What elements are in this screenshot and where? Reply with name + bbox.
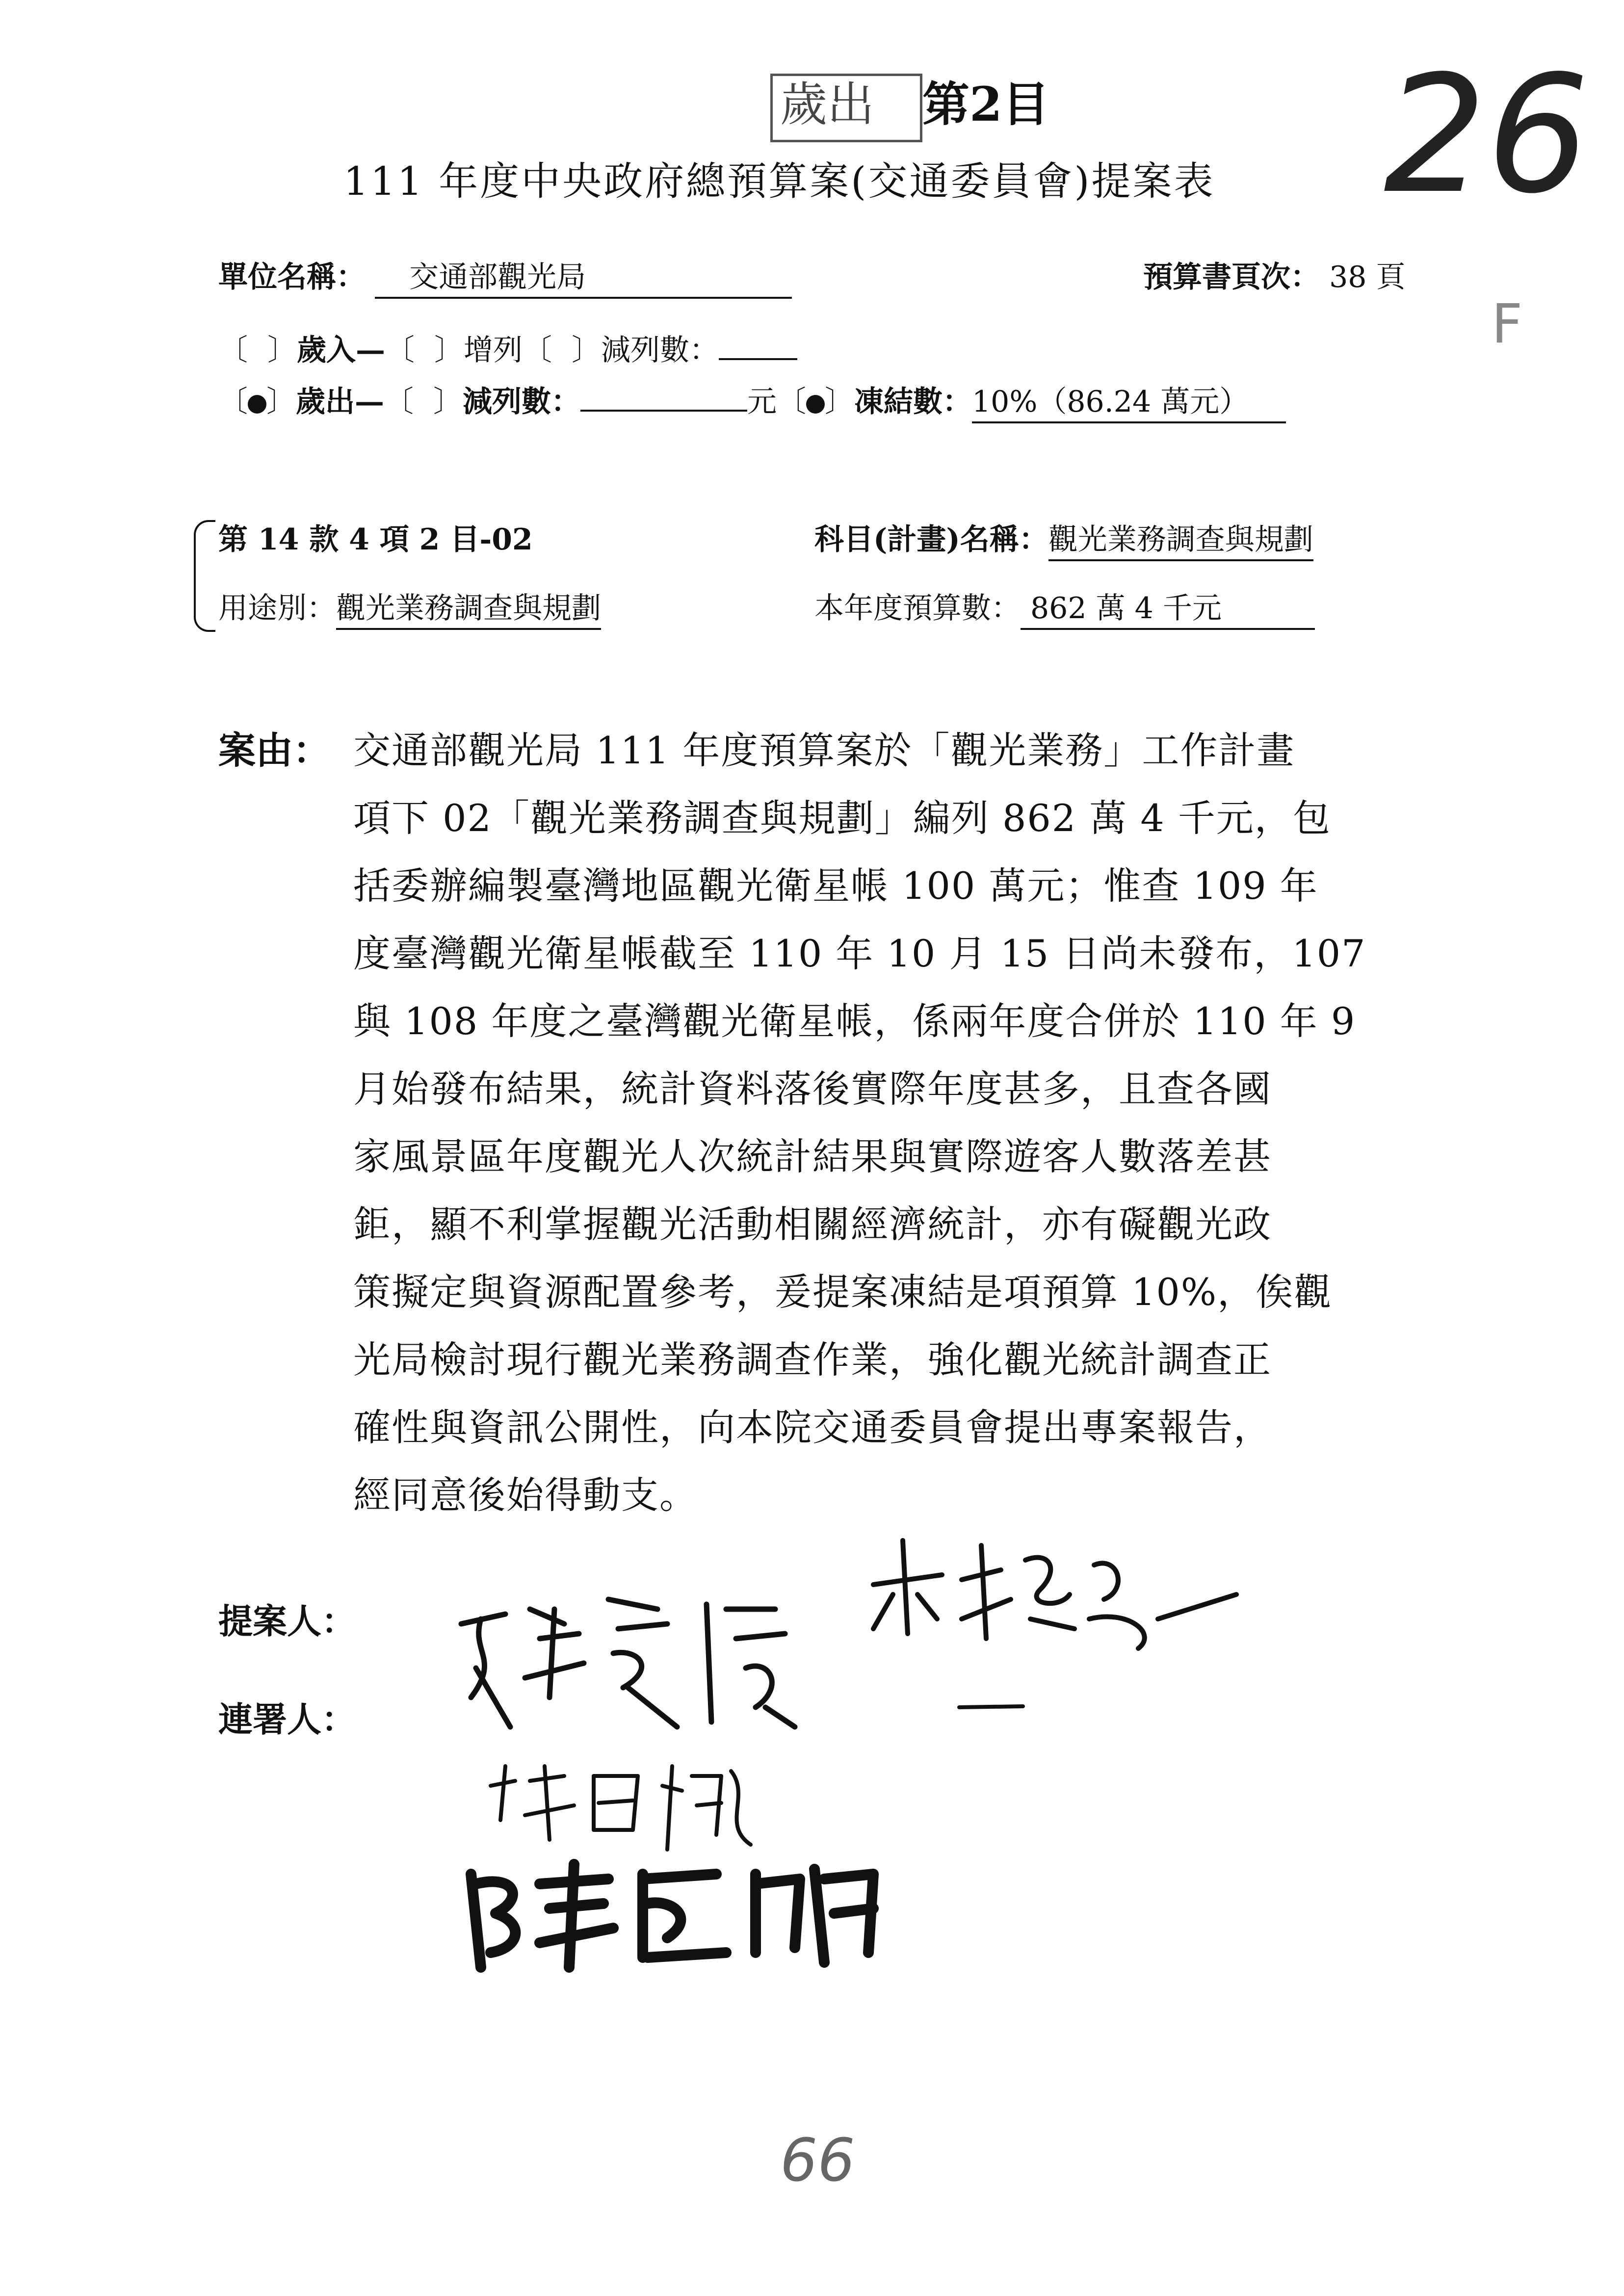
- subject-value: 觀光業務調查與規劃: [1048, 520, 1313, 561]
- revenue-label: 歲入—: [297, 333, 385, 367]
- proposer-label: 提案人：: [218, 1601, 356, 1642]
- expenditure-label: 歲出—: [296, 385, 384, 419]
- unit-label: 單位名稱：: [218, 260, 366, 294]
- signature-4: [461, 1854, 893, 1972]
- expenditure-unit: 元: [747, 385, 777, 419]
- annual-budget-label: 本年度預算數：: [814, 591, 1021, 626]
- item-code: 第 14 款 4 項 2 目-02: [218, 522, 533, 557]
- freeze-label: 凍結數：: [854, 385, 972, 419]
- use-row: [218, 589, 601, 630]
- annual-budget-value: 862 萬 4 千元: [1021, 589, 1315, 630]
- budget-page-value: 38 頁: [1329, 260, 1406, 294]
- revenue-decrease-label: 減列數：: [601, 333, 719, 367]
- reason-line: 確性與資訊公開性，向本院交通委員會提出專案報告，: [353, 1406, 1272, 1449]
- handwritten-number: 26: [1384, 41, 1590, 229]
- signature-1: [864, 1521, 1236, 1658]
- signature-dash: [957, 1702, 1025, 1712]
- reason-line: 策擬定與資源配置參考，爰提案凍結是項預算 10%，俟觀: [353, 1270, 1333, 1314]
- reason-line: 光局檢討現行觀光業務調查作業，強化觀光統計調查正: [353, 1338, 1272, 1382]
- reason-line: 鉅，顯不利掌握觀光活動相關經濟統計，亦有礙觀光政: [353, 1202, 1272, 1246]
- reason-line: 項下 02「觀光業務調查與規劃」編列 862 萬 4 千元，包: [353, 796, 1331, 840]
- budget-page-row: [1143, 258, 1406, 297]
- reason-line: 家風景區年度觀光人次統計結果與實際遊客人數落差甚: [353, 1135, 1272, 1178]
- item-bracket: [194, 520, 215, 632]
- stamp-section: 第2目: [922, 77, 1049, 132]
- revenue-decrease-blank: [719, 329, 797, 360]
- page-title: 111 年度中央政府總預算案(交通委員會)提案表: [343, 158, 1215, 204]
- reason-line: 與 108 年度之臺灣觀光衛星帳，係兩年度合併於 110 年 9: [353, 999, 1356, 1043]
- expenditure-checked-dot: [248, 395, 266, 414]
- budget-page-label: 預算書頁次：: [1143, 260, 1320, 294]
- annual-budget-row: [814, 589, 1315, 630]
- reason-line: 月始發布結果，統計資料落後實際年度甚多，且查各國: [353, 1067, 1272, 1111]
- subject-row: [814, 520, 1313, 561]
- signature-3: [486, 1756, 760, 1854]
- revenue-line: 〔 〕歲入—〔 〕增列〔 〕減列數：: [218, 329, 797, 370]
- freeze-value: 10%（86.24 萬元）: [972, 382, 1286, 423]
- reason-line: 度臺灣觀光衛星帳截至 110 年 10 月 15 日尚未發布，107: [353, 932, 1366, 975]
- freeze-checked-dot: [806, 395, 825, 414]
- reason-line: 交通部觀光局 111 年度預算案於「觀光業務」工作計畫: [353, 729, 1295, 772]
- reason-label: 案由：: [218, 729, 330, 772]
- unit-row: [218, 258, 792, 299]
- page-number: 66: [780, 2127, 855, 2195]
- revenue-increase-label: 增列: [464, 333, 523, 367]
- signature-2: [451, 1580, 824, 1756]
- expenditure-decrease-label: 減列數：: [463, 385, 580, 419]
- use-label: 用途別：: [218, 591, 336, 626]
- handwritten-mark: F: [1492, 292, 1523, 355]
- use-value: 觀光業務調查與規劃: [336, 589, 601, 630]
- expenditure-decrease-blank: [580, 380, 747, 412]
- subject-label: 科目(計畫)名稱：: [814, 522, 1048, 557]
- stamp-text: 歲出: [780, 77, 874, 132]
- reason-line: 經同意後始得動支。: [353, 1473, 698, 1517]
- reason-line: 括委辦編製臺灣地區觀光衛星帳 100 萬元；惟查 109 年: [353, 864, 1318, 908]
- expenditure-line: 〔 〕歲出—〔 〕減列數： 元〔 〕凍結數：10%（86.24 萬元）: [218, 380, 1286, 423]
- unit-value: 交通部觀光局: [375, 258, 792, 299]
- cosigner-label: 連署人：: [218, 1699, 356, 1740]
